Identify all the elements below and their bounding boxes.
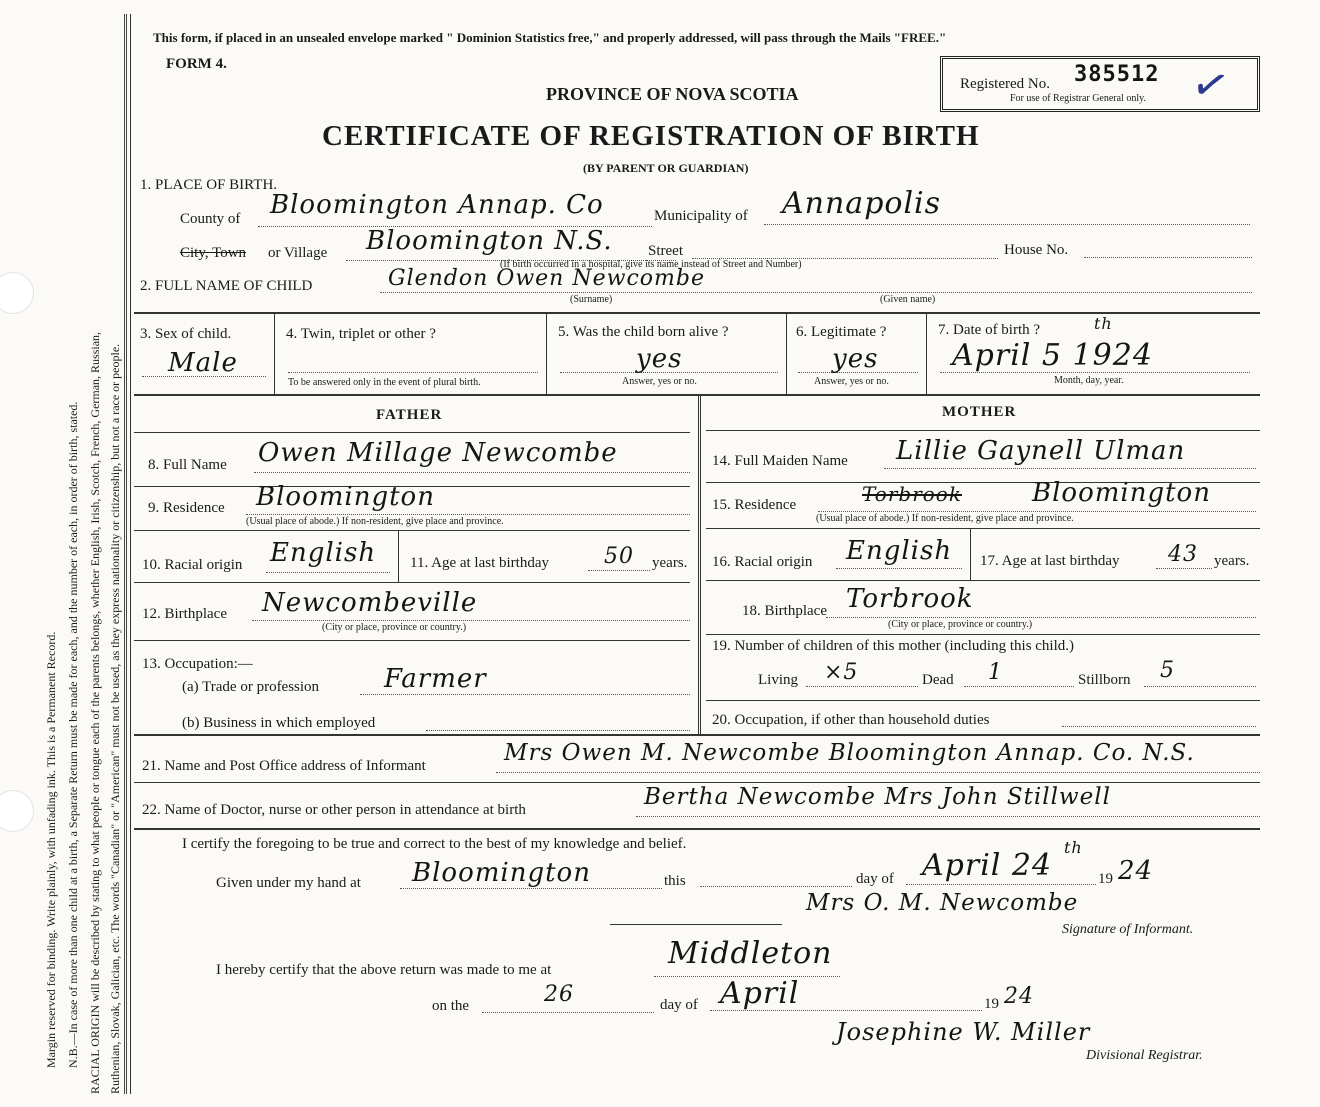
given-date-suffix: th	[1064, 838, 1083, 857]
mother-residence-label: 15. Residence	[712, 497, 797, 513]
living-value: ×5	[824, 660, 859, 685]
mother-birthplace-value: Torbrook	[846, 584, 974, 614]
city-town-struck: City, Town	[180, 245, 247, 261]
father-birthplace-label: 12. Birthplace	[142, 606, 227, 622]
municipality-label: Municipality of	[654, 208, 748, 224]
father-racial-origin-label: 10. Racial origin	[142, 557, 243, 573]
born-alive-label: 5. Was the child born alive ?	[558, 324, 729, 340]
mother-occupation-label: 20. Occupation, if other than household duties	[712, 712, 990, 728]
mother-age-value: 43	[1168, 542, 1198, 567]
mother-residence-note: (Usual place of abode.) If non-resident, give place and province.	[816, 513, 1074, 524]
father-age-label: 11. Age at last birthday	[410, 555, 549, 571]
form-number: FORM 4.	[166, 56, 227, 72]
sex-value: Male	[168, 348, 238, 378]
father-name-label: 8. Full Name	[148, 457, 227, 473]
stillborn-label: Stillborn	[1078, 672, 1131, 688]
father-residence-note: (Usual place of abode.) If non-resident, give place and province.	[246, 516, 504, 527]
registration-year-prefix: 19	[984, 996, 999, 1012]
municipality-value: Annapolis	[782, 186, 942, 221]
mother-birthplace-note: (City or place, province or country.)	[888, 619, 1033, 630]
registrar-statement: I hereby certify that the above return was made to me at	[216, 962, 552, 978]
mother-age-label: 17. Age at last birthday	[980, 553, 1120, 569]
father-years-label: years.	[652, 555, 688, 571]
punch-hole-bottom	[0, 790, 34, 832]
father-birthplace-note: (City or place, province or country.)	[322, 622, 467, 633]
dead-label: Dead	[922, 672, 954, 688]
stillborn-value: 5	[1160, 658, 1175, 683]
margin-note-1: Margin reserved for binding. Write plainly, with unfading ink. This is a Permanent Record.	[44, 631, 58, 1068]
mother-racial-origin-value: English	[846, 536, 953, 566]
child-name-value: Glendon Owen Newcombe	[388, 266, 705, 291]
informant-value: Mrs Owen M. Newcombe Bloomington Annap. Co. N.S.	[504, 740, 1195, 766]
informant-signature-label: Signature of Informant.	[1062, 922, 1194, 937]
date-of-birth-label: 7. Date of birth ?	[938, 322, 1041, 338]
registrar-signature-label: Divisional Registrar.	[1086, 1048, 1203, 1063]
father-residence-value: Bloomington	[256, 482, 435, 512]
dead-value: 1	[988, 660, 1003, 685]
check-mark-icon: ✓	[1186, 56, 1235, 115]
mother-children-label: 19. Number of children of this mother (including this child.)	[712, 638, 1075, 654]
margin-note-2: N.B.—In case of more than one child at a birth, a Separate Return must be made for each, and the number of each, in order of birth, stated.	[66, 401, 80, 1068]
father-business-label: (b) Business in which employed	[182, 715, 376, 731]
given-name-note: (Given name)	[880, 294, 936, 305]
father-name-value: Owen Millage Newcombe	[258, 438, 618, 468]
doctor-label: 22. Name of Doctor, nurse or other person in attendance at birth	[142, 802, 526, 818]
father-occupation-label: 13. Occupation:—	[142, 656, 253, 672]
registration-day-value: 26	[544, 982, 574, 1007]
place-of-birth-label: 1. PLACE OF BIRTH.	[140, 177, 278, 193]
given-year-value: 24	[1118, 856, 1154, 886]
father-residence-label: 9. Residence	[148, 500, 225, 516]
village-value: Bloomington N.S.	[366, 226, 613, 256]
registration-day-of-label: day of	[660, 997, 698, 1013]
father-racial-origin-value: English	[270, 538, 377, 568]
mother-years-label: years.	[1214, 553, 1250, 569]
day-of-label: day of	[856, 871, 894, 887]
hospital-note: (If birth occurred in a hospital, give its name instead of Street and Number)	[500, 259, 802, 270]
county-label: County of	[180, 211, 241, 227]
margin-note-4: Ruthenian, Slovak, Galician, etc. The words "Canadian" or "American" must not be used, as they express nationality or citizenship, but not a race or people.	[108, 343, 122, 1094]
child-name-label: 2. FULL NAME OF CHILD	[140, 278, 313, 294]
punch-hole-top	[0, 272, 34, 314]
county-value: Bloomington Annap. Co	[270, 190, 604, 220]
informant-signature: Mrs O. M. Newcombe	[806, 890, 1079, 916]
on-the-label: on the	[432, 998, 470, 1014]
mother-residence-value: Bloomington	[1032, 478, 1211, 508]
village-label: or Village	[268, 245, 328, 261]
mail-notice: This form, if placed in an unsealed envelope marked " Dominion Statistics free," and properly addressed, will pass through the Mails "FREE."	[153, 30, 947, 45]
registration-year-value: 24	[1004, 984, 1034, 1009]
living-label: Living	[758, 672, 798, 688]
given-under-hand-label: Given under my hand at	[216, 875, 361, 891]
sex-label: 3. Sex of child.	[140, 326, 232, 342]
certify-statement: I certify the foregoing to be true and correct to the best of my knowledge and belief.	[182, 836, 687, 852]
mother-birthplace-label: 18. Birthplace	[742, 603, 827, 619]
certificate-subtitle: (BY PARENT OR GUARDIAN)	[583, 161, 749, 175]
legitimate-label: 6. Legitimate ?	[796, 324, 887, 340]
province-heading: PROVINCE OF NOVA SCOTIA	[546, 84, 799, 104]
father-trade-value: Farmer	[384, 664, 487, 694]
registered-number: 385512	[1074, 62, 1160, 87]
father-trade-label: (a) Trade or profession	[182, 679, 320, 695]
mother-residence-struck: Torbrook	[862, 482, 962, 506]
registration-month-value: April	[720, 976, 800, 1011]
certificate-title: CERTIFICATE OF REGISTRATION OF BIRTH	[322, 120, 980, 152]
legitimate-value: yes	[832, 344, 879, 374]
twin-note: To be answered only in the event of plural birth.	[288, 377, 481, 388]
registrar-note: For use of Registrar General only.	[1010, 93, 1146, 104]
mother-name-value: Lillie Gaynell Ulman	[896, 436, 1186, 466]
surname-note: (Surname)	[570, 294, 613, 305]
margin-note-3: RACIAL ORIGIN will be described by stating to what people or tongue each of the parents belongs, whether English, Irish, Scotch, French, German, Russian,	[88, 331, 102, 1094]
binding-margin-rule	[124, 14, 127, 1094]
given-date-value: April 24	[922, 848, 1053, 883]
born-alive-value: yes	[636, 344, 683, 374]
born-alive-note: Answer, yes or no.	[622, 376, 697, 387]
date-of-birth-note: Month, day, year.	[1054, 375, 1124, 386]
mother-racial-origin-label: 16. Racial origin	[712, 554, 813, 570]
legitimate-note: Answer, yes or no.	[814, 376, 889, 387]
doctor-value: Bertha Newcombe Mrs John Stillwell	[644, 784, 1111, 810]
registrar-signature: Josephine W. Miller	[836, 1018, 1091, 1046]
father-age-value: 50	[604, 544, 634, 569]
informant-label: 21. Name and Post Office address of Informant	[142, 758, 426, 774]
registered-label: Registered No.	[960, 76, 1050, 92]
father-birthplace-value: Newcombeville	[262, 588, 478, 618]
street-label: Street	[648, 243, 683, 259]
house-number-label: House No.	[1004, 242, 1069, 258]
mother-heading: MOTHER	[942, 404, 1017, 420]
registration-place-value: Middleton	[668, 936, 833, 971]
date-of-birth-suffix: th	[1094, 314, 1113, 333]
date-of-birth-value: April 5 1924	[952, 338, 1153, 373]
given-place-value: Bloomington	[412, 858, 591, 888]
twin-label: 4. Twin, triplet or other ?	[286, 326, 436, 342]
this-label: this	[664, 873, 686, 889]
given-year-prefix: 19	[1098, 871, 1113, 887]
mother-name-label: 14. Full Maiden Name	[712, 453, 848, 469]
father-heading: FATHER	[376, 407, 443, 423]
